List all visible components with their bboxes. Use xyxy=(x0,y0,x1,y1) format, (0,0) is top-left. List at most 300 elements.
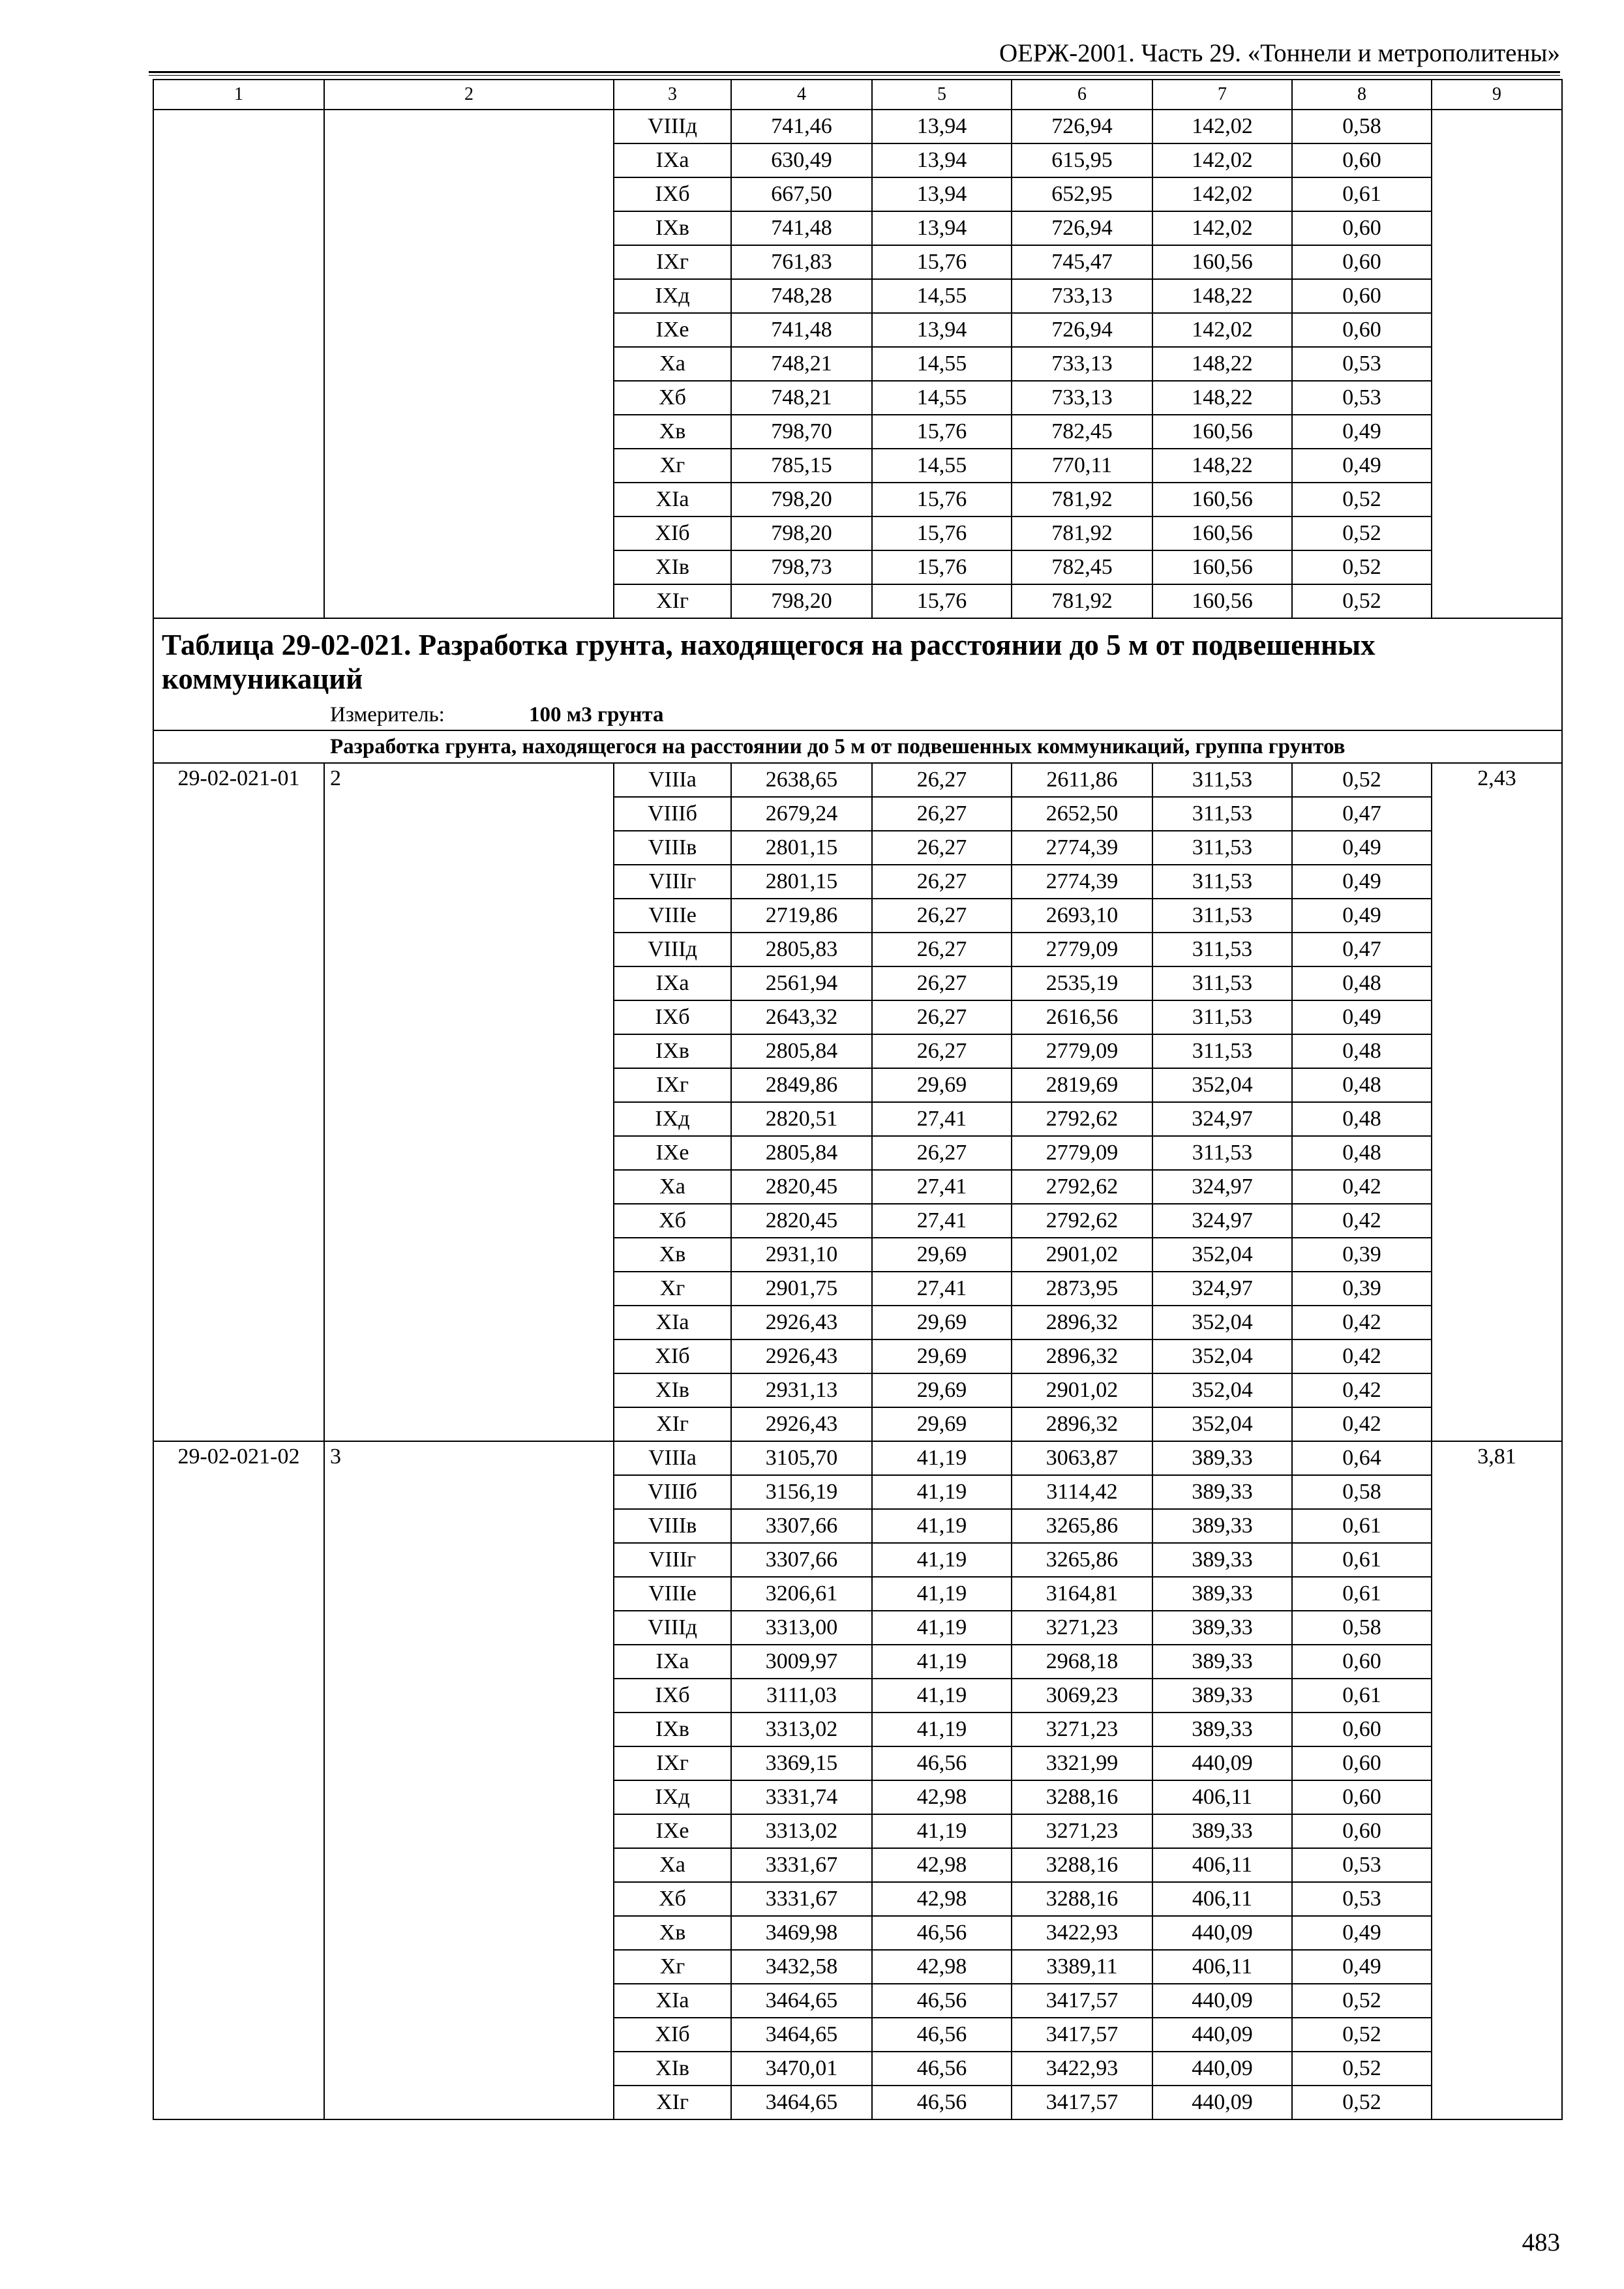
operator-wages-cell: 311,53 xyxy=(1152,1000,1292,1034)
operator-wages-cell: 160,56 xyxy=(1152,483,1292,516)
machine-costs-cell: 733,13 xyxy=(1012,347,1152,381)
column-number-row xyxy=(153,80,1562,110)
materials-cell: 0,52 xyxy=(1292,483,1432,516)
machine-costs-cell: 2779,09 xyxy=(1012,1034,1152,1068)
machine-costs-cell: 2896,32 xyxy=(1012,1306,1152,1339)
direct-costs-cell: 2638,65 xyxy=(731,763,872,797)
table-row xyxy=(153,1441,1562,1475)
direct-costs-cell: 3464,65 xyxy=(731,1984,872,2018)
machine-costs-cell: 733,13 xyxy=(1012,279,1152,313)
ground-class-cell: IXг xyxy=(614,1746,731,1780)
ground-class-cell: VIIIе xyxy=(614,1577,731,1611)
labor-wages-cell: 13,94 xyxy=(872,143,1012,177)
direct-costs-cell: 3009,97 xyxy=(731,1645,872,1679)
direct-costs-cell: 741,48 xyxy=(731,211,872,245)
ground-class-cell: Xг xyxy=(614,449,731,483)
ground-class-cell: Xв xyxy=(614,1916,731,1950)
machine-costs-cell: 2819,69 xyxy=(1012,1068,1152,1102)
ground-class-cell: Xб xyxy=(614,1882,731,1916)
ground-class-cell: IXд xyxy=(614,1780,731,1814)
materials-cell: 0,48 xyxy=(1292,966,1432,1000)
ground-class-cell: IXд xyxy=(614,279,731,313)
labor-wages-cell: 15,76 xyxy=(872,550,1012,584)
operator-wages-cell: 311,53 xyxy=(1152,966,1292,1000)
column-number-cell: 7 xyxy=(1152,80,1292,110)
materials-cell: 0,52 xyxy=(1292,550,1432,584)
operator-wages-cell: 389,33 xyxy=(1152,1611,1292,1645)
direct-costs-cell: 748,28 xyxy=(731,279,872,313)
operator-wages-cell: 311,53 xyxy=(1152,797,1292,831)
direct-costs-cell: 3313,00 xyxy=(731,1611,872,1645)
operator-wages-cell: 389,33 xyxy=(1152,1713,1292,1746)
materials-cell: 0,52 xyxy=(1292,584,1432,618)
labor-wages-cell: 41,19 xyxy=(872,1441,1012,1475)
operator-wages-cell: 389,33 xyxy=(1152,1814,1292,1848)
operator-wages-cell: 324,97 xyxy=(1152,1170,1292,1204)
materials-cell: 0,53 xyxy=(1292,1882,1432,1916)
machine-costs-cell: 782,45 xyxy=(1012,550,1152,584)
machine-costs-cell: 733,13 xyxy=(1012,381,1152,415)
machine-costs-cell: 3063,87 xyxy=(1012,1441,1152,1475)
labor-wages-cell: 26,27 xyxy=(872,831,1012,865)
labor-wages-cell: 41,19 xyxy=(872,1475,1012,1509)
labor-wages-cell: 29,69 xyxy=(872,1339,1012,1373)
materials-cell: 0,42 xyxy=(1292,1204,1432,1238)
ground-class-cell: Xг xyxy=(614,1272,731,1306)
ground-class-cell: VIIIд xyxy=(614,110,731,143)
operator-wages-cell: 389,33 xyxy=(1152,1441,1292,1475)
machine-costs-cell: 726,94 xyxy=(1012,211,1152,245)
operator-wages-cell: 440,09 xyxy=(1152,2086,1292,2119)
direct-costs-cell: 3313,02 xyxy=(731,1713,872,1746)
labor-wages-cell: 41,19 xyxy=(872,1611,1012,1645)
labor-wages-cell: 26,27 xyxy=(872,797,1012,831)
materials-cell: 0,60 xyxy=(1292,279,1432,313)
unit-label: Измеритель: xyxy=(330,702,445,726)
materials-cell: 0,49 xyxy=(1292,1916,1432,1950)
operator-wages-cell: 440,09 xyxy=(1152,2018,1292,2052)
machine-costs-cell: 3265,86 xyxy=(1012,1543,1152,1577)
direct-costs-cell: 2849,86 xyxy=(731,1068,872,1102)
ground-class-cell: Xа xyxy=(614,1170,731,1204)
labor-wages-cell: 29,69 xyxy=(872,1407,1012,1441)
column-number-cell: 5 xyxy=(872,80,1012,110)
labor-wages-cell: 26,27 xyxy=(872,933,1012,966)
machine-costs-cell: 2901,02 xyxy=(1012,1373,1152,1407)
direct-costs-cell: 2820,51 xyxy=(731,1102,872,1136)
machine-costs-cell: 2792,62 xyxy=(1012,1204,1152,1238)
operator-wages-cell: 142,02 xyxy=(1152,110,1292,143)
operator-wages-cell: 389,33 xyxy=(1152,1645,1292,1679)
operator-wages-cell: 160,56 xyxy=(1152,550,1292,584)
name-cell: 3 xyxy=(324,1441,614,2119)
operator-wages-cell: 440,09 xyxy=(1152,1916,1292,1950)
code-cell: 29-02-021-01 xyxy=(153,763,324,1441)
machine-costs-cell: 2774,39 xyxy=(1012,831,1152,865)
table-row xyxy=(153,763,1562,797)
direct-costs-cell: 3470,01 xyxy=(731,2052,872,2086)
materials-cell: 0,39 xyxy=(1292,1238,1432,1272)
materials-cell: 0,60 xyxy=(1292,313,1432,347)
direct-costs-cell: 3369,15 xyxy=(731,1746,872,1780)
operator-wages-cell: 406,11 xyxy=(1152,1780,1292,1814)
direct-costs-cell: 785,15 xyxy=(731,449,872,483)
ground-class-cell: Xб xyxy=(614,381,731,415)
operator-wages-cell: 352,04 xyxy=(1152,1068,1292,1102)
direct-costs-cell: 2805,84 xyxy=(731,1136,872,1170)
ground-class-cell: IXв xyxy=(614,211,731,245)
machine-costs-cell: 2901,02 xyxy=(1012,1238,1152,1272)
direct-costs-cell: 3111,03 xyxy=(731,1679,872,1713)
operator-wages-cell: 440,09 xyxy=(1152,2052,1292,2086)
machine-costs-cell: 2968,18 xyxy=(1012,1645,1152,1679)
direct-costs-cell: 2801,15 xyxy=(731,865,872,899)
labor-wages-cell: 15,76 xyxy=(872,415,1012,449)
ground-class-cell: Xв xyxy=(614,415,731,449)
machine-costs-cell: 2779,09 xyxy=(1012,933,1152,966)
materials-cell: 0,60 xyxy=(1292,1780,1432,1814)
machine-costs-cell: 2616,56 xyxy=(1012,1000,1152,1034)
materials-cell: 0,42 xyxy=(1292,1170,1432,1204)
ground-class-cell: IXб xyxy=(614,1000,731,1034)
machine-costs-cell: 3271,23 xyxy=(1012,1713,1152,1746)
materials-cell: 0,58 xyxy=(1292,110,1432,143)
direct-costs-cell: 2926,43 xyxy=(731,1407,872,1441)
ground-class-cell: IXа xyxy=(614,143,731,177)
direct-costs-cell: 741,46 xyxy=(731,110,872,143)
operator-wages-cell: 352,04 xyxy=(1152,1373,1292,1407)
operator-wages-cell: 311,53 xyxy=(1152,1136,1292,1170)
ground-class-cell: XIв xyxy=(614,1373,731,1407)
labor-wages-cell: 15,76 xyxy=(872,584,1012,618)
ground-class-cell: IXе xyxy=(614,1136,731,1170)
ground-class-cell: IXг xyxy=(614,1068,731,1102)
labor-wages-cell: 13,94 xyxy=(872,313,1012,347)
unit-row xyxy=(153,700,1562,730)
operator-wages-cell: 311,53 xyxy=(1152,933,1292,966)
operator-wages-cell: 160,56 xyxy=(1152,415,1292,449)
labor-wages-cell: 27,41 xyxy=(872,1170,1012,1204)
machine-costs-cell: 3114,42 xyxy=(1012,1475,1152,1509)
direct-costs-cell: 798,20 xyxy=(731,483,872,516)
materials-cell: 0,48 xyxy=(1292,1068,1432,1102)
direct-costs-cell: 2719,86 xyxy=(731,899,872,933)
ground-class-cell: Xа xyxy=(614,347,731,381)
machine-costs-cell: 3417,57 xyxy=(1012,1984,1152,2018)
ground-class-cell: Xг xyxy=(614,1950,731,1984)
materials-cell: 0,53 xyxy=(1292,347,1432,381)
labor-wages-cell: 41,19 xyxy=(872,1577,1012,1611)
ground-class-cell: VIIIб xyxy=(614,797,731,831)
operator-wages-cell: 324,97 xyxy=(1152,1272,1292,1306)
direct-costs-cell: 2801,15 xyxy=(731,831,872,865)
column-number-cell: 9 xyxy=(1432,80,1562,110)
labor-wages-cell: 26,27 xyxy=(872,763,1012,797)
operator-wages-cell: 142,02 xyxy=(1152,177,1292,211)
direct-costs-cell: 3464,65 xyxy=(731,2086,872,2119)
ground-class-cell: VIIIа xyxy=(614,763,731,797)
machine-costs-cell: 615,95 xyxy=(1012,143,1152,177)
direct-costs-cell: 2805,84 xyxy=(731,1034,872,1068)
col9-cell: 2,43 xyxy=(1432,763,1562,1441)
operator-wages-cell: 142,02 xyxy=(1152,313,1292,347)
operator-wages-cell: 148,22 xyxy=(1152,347,1292,381)
labor-wages-cell: 14,55 xyxy=(872,449,1012,483)
direct-costs-cell: 667,50 xyxy=(731,177,872,211)
labor-wages-cell: 41,19 xyxy=(872,1679,1012,1713)
operator-wages-cell: 142,02 xyxy=(1152,143,1292,177)
materials-cell: 0,60 xyxy=(1292,1645,1432,1679)
labor-wages-cell: 41,19 xyxy=(872,1814,1012,1848)
unit-value: 100 м3 грунта xyxy=(529,702,664,726)
ground-class-cell: VIIIв xyxy=(614,1509,731,1543)
machine-costs-cell: 3288,16 xyxy=(1012,1780,1152,1814)
labor-wages-cell: 46,56 xyxy=(872,1984,1012,2018)
labor-wages-cell: 46,56 xyxy=(872,1916,1012,1950)
operator-wages-cell: 148,22 xyxy=(1152,279,1292,313)
materials-cell: 0,61 xyxy=(1292,1543,1432,1577)
labor-wages-cell: 29,69 xyxy=(872,1238,1012,1272)
direct-costs-cell: 3313,02 xyxy=(731,1814,872,1848)
direct-costs-cell: 761,83 xyxy=(731,245,872,279)
labor-wages-cell: 14,55 xyxy=(872,347,1012,381)
ground-class-cell: XIа xyxy=(614,1984,731,2018)
direct-costs-cell: 798,73 xyxy=(731,550,872,584)
labor-wages-cell: 15,76 xyxy=(872,483,1012,516)
rates-table-body xyxy=(153,80,1562,2119)
direct-costs-cell: 2926,43 xyxy=(731,1339,872,1373)
labor-wages-cell: 42,98 xyxy=(872,1882,1012,1916)
materials-cell: 0,49 xyxy=(1292,1000,1432,1034)
col9-cell xyxy=(1432,110,1562,618)
direct-costs-cell: 2561,94 xyxy=(731,966,872,1000)
machine-costs-cell: 2779,09 xyxy=(1012,1136,1152,1170)
ground-class-cell: XIа xyxy=(614,1306,731,1339)
operator-wages-cell: 148,22 xyxy=(1152,381,1292,415)
machine-costs-cell: 2873,95 xyxy=(1012,1272,1152,1306)
materials-cell: 0,47 xyxy=(1292,797,1432,831)
direct-costs-cell: 748,21 xyxy=(731,381,872,415)
direct-costs-cell: 3307,66 xyxy=(731,1543,872,1577)
direct-costs-cell: 3307,66 xyxy=(731,1509,872,1543)
labor-wages-cell: 15,76 xyxy=(872,516,1012,550)
labor-wages-cell: 26,27 xyxy=(872,1136,1012,1170)
materials-cell: 0,52 xyxy=(1292,1984,1432,2018)
labor-wages-cell: 29,69 xyxy=(872,1373,1012,1407)
ground-class-cell: VIIIв xyxy=(614,831,731,865)
ground-class-cell: VIIIа xyxy=(614,1441,731,1475)
labor-wages-cell: 29,69 xyxy=(872,1068,1012,1102)
materials-cell: 0,53 xyxy=(1292,1848,1432,1882)
materials-cell: 0,53 xyxy=(1292,381,1432,415)
direct-costs-cell: 798,20 xyxy=(731,584,872,618)
direct-costs-cell: 2901,75 xyxy=(731,1272,872,1306)
direct-costs-cell: 2931,10 xyxy=(731,1238,872,1272)
name-cell xyxy=(324,110,614,618)
machine-costs-cell: 3271,23 xyxy=(1012,1814,1152,1848)
materials-cell: 0,49 xyxy=(1292,831,1432,865)
table-title-row xyxy=(153,618,1562,700)
direct-costs-cell: 3432,58 xyxy=(731,1950,872,1984)
machine-costs-cell: 2535,19 xyxy=(1012,966,1152,1000)
operator-wages-cell: 440,09 xyxy=(1152,1746,1292,1780)
operator-wages-cell: 352,04 xyxy=(1152,1306,1292,1339)
ground-class-cell: VIIIг xyxy=(614,1543,731,1577)
direct-costs-cell: 741,48 xyxy=(731,313,872,347)
ground-class-cell: IXд xyxy=(614,1102,731,1136)
direct-costs-cell: 3331,74 xyxy=(731,1780,872,1814)
direct-costs-cell: 2805,83 xyxy=(731,933,872,966)
machine-costs-cell: 745,47 xyxy=(1012,245,1152,279)
machine-costs-cell: 2792,62 xyxy=(1012,1170,1152,1204)
operator-wages-cell: 311,53 xyxy=(1152,865,1292,899)
header-rule xyxy=(149,71,1560,73)
materials-cell: 0,49 xyxy=(1292,865,1432,899)
materials-cell: 0,52 xyxy=(1292,2018,1432,2052)
labor-wages-cell: 29,69 xyxy=(872,1306,1012,1339)
ground-class-cell: XIв xyxy=(614,550,731,584)
machine-costs-cell: 770,11 xyxy=(1012,449,1152,483)
header-rule-thin xyxy=(149,75,1560,76)
ground-class-cell: IXв xyxy=(614,1034,731,1068)
materials-cell: 0,58 xyxy=(1292,1475,1432,1509)
operator-wages-cell: 324,97 xyxy=(1152,1204,1292,1238)
ground-class-cell: IXб xyxy=(614,1679,731,1713)
materials-cell: 0,52 xyxy=(1292,763,1432,797)
operator-wages-cell: 440,09 xyxy=(1152,1984,1292,2018)
ground-class-cell: VIIIе xyxy=(614,899,731,933)
code-cell xyxy=(153,110,324,618)
direct-costs-cell: 3331,67 xyxy=(731,1848,872,1882)
materials-cell: 0,48 xyxy=(1292,1136,1432,1170)
materials-cell: 0,48 xyxy=(1292,1034,1432,1068)
materials-cell: 0,52 xyxy=(1292,2052,1432,2086)
labor-wages-cell: 13,94 xyxy=(872,110,1012,143)
machine-costs-cell: 3164,81 xyxy=(1012,1577,1152,1611)
operator-wages-cell: 324,97 xyxy=(1152,1102,1292,1136)
group-title: Разработка грунта, находящегося на расстоянии до 5 м от подвешенных коммуникаций, группа грунтов xyxy=(153,730,1562,763)
labor-wages-cell: 27,41 xyxy=(872,1204,1012,1238)
machine-costs-cell: 2693,10 xyxy=(1012,899,1152,933)
table-row xyxy=(153,110,1562,143)
ground-class-cell: VIIIг xyxy=(614,865,731,899)
unit-cell xyxy=(153,700,1562,730)
machine-costs-cell: 2792,62 xyxy=(1012,1102,1152,1136)
direct-costs-cell: 3156,19 xyxy=(731,1475,872,1509)
materials-cell: 0,42 xyxy=(1292,1373,1432,1407)
operator-wages-cell: 160,56 xyxy=(1152,245,1292,279)
operator-wages-cell: 389,33 xyxy=(1152,1679,1292,1713)
direct-costs-cell: 2820,45 xyxy=(731,1204,872,1238)
operator-wages-cell: 352,04 xyxy=(1152,1238,1292,1272)
labor-wages-cell: 46,56 xyxy=(872,1746,1012,1780)
machine-costs-cell: 3389,11 xyxy=(1012,1950,1152,1984)
operator-wages-cell: 160,56 xyxy=(1152,516,1292,550)
labor-wages-cell: 15,76 xyxy=(872,245,1012,279)
direct-costs-cell: 3105,70 xyxy=(731,1441,872,1475)
machine-costs-cell: 3069,23 xyxy=(1012,1679,1152,1713)
direct-costs-cell: 3331,67 xyxy=(731,1882,872,1916)
ground-class-cell: IXг xyxy=(614,245,731,279)
materials-cell: 0,47 xyxy=(1292,933,1432,966)
labor-wages-cell: 41,19 xyxy=(872,1713,1012,1746)
materials-cell: 0,60 xyxy=(1292,1814,1432,1848)
labor-wages-cell: 42,98 xyxy=(872,1848,1012,1882)
direct-costs-cell: 2679,24 xyxy=(731,797,872,831)
labor-wages-cell: 26,27 xyxy=(872,1034,1012,1068)
ground-class-cell: Xа xyxy=(614,1848,731,1882)
labor-wages-cell: 46,56 xyxy=(872,2018,1012,2052)
machine-costs-cell: 781,92 xyxy=(1012,516,1152,550)
labor-wages-cell: 26,27 xyxy=(872,1000,1012,1034)
machine-costs-cell: 726,94 xyxy=(1012,110,1152,143)
direct-costs-cell: 630,49 xyxy=(731,143,872,177)
ground-class-cell: Xб xyxy=(614,1204,731,1238)
labor-wages-cell: 42,98 xyxy=(872,1950,1012,1984)
labor-wages-cell: 41,19 xyxy=(872,1509,1012,1543)
materials-cell: 0,52 xyxy=(1292,516,1432,550)
direct-costs-cell: 3206,61 xyxy=(731,1577,872,1611)
materials-cell: 0,60 xyxy=(1292,1713,1432,1746)
materials-cell: 0,60 xyxy=(1292,211,1432,245)
machine-costs-cell: 782,45 xyxy=(1012,415,1152,449)
ground-class-cell: XIг xyxy=(614,1407,731,1441)
operator-wages-cell: 148,22 xyxy=(1152,449,1292,483)
labor-wages-cell: 46,56 xyxy=(872,2086,1012,2119)
machine-costs-cell: 3417,57 xyxy=(1012,2018,1152,2052)
page-number: 483 xyxy=(1522,2228,1560,2256)
labor-wages-cell: 14,55 xyxy=(872,381,1012,415)
materials-cell: 0,49 xyxy=(1292,899,1432,933)
operator-wages-cell: 160,56 xyxy=(1152,584,1292,618)
labor-wages-cell: 41,19 xyxy=(872,1645,1012,1679)
column-number-cell: 2 xyxy=(324,80,614,110)
machine-costs-cell: 3417,57 xyxy=(1012,2086,1152,2119)
materials-cell: 0,60 xyxy=(1292,245,1432,279)
ground-class-cell: IXв xyxy=(614,1713,731,1746)
direct-costs-cell: 798,70 xyxy=(731,415,872,449)
direct-costs-cell: 2931,13 xyxy=(731,1373,872,1407)
materials-cell: 0,52 xyxy=(1292,2086,1432,2119)
operator-wages-cell: 406,11 xyxy=(1152,1882,1292,1916)
labor-wages-cell: 42,98 xyxy=(872,1780,1012,1814)
col9-cell: 3,81 xyxy=(1432,1441,1562,2119)
column-number-cell: 6 xyxy=(1012,80,1152,110)
machine-costs-cell: 3321,99 xyxy=(1012,1746,1152,1780)
ground-class-cell: XIв xyxy=(614,2052,731,2086)
materials-cell: 0,61 xyxy=(1292,177,1432,211)
ground-class-cell: XIб xyxy=(614,516,731,550)
machine-costs-cell: 3288,16 xyxy=(1012,1848,1152,1882)
machine-costs-cell: 2652,50 xyxy=(1012,797,1152,831)
table-title: Таблица 29-02-021. Разработка грунта, находящегося на расстоянии до 5 м от подвешенных коммуникаций xyxy=(153,618,1562,700)
machine-costs-cell: 2611,86 xyxy=(1012,763,1152,797)
labor-wages-cell: 46,56 xyxy=(872,2052,1012,2086)
operator-wages-cell: 311,53 xyxy=(1152,763,1292,797)
labor-wages-cell: 13,94 xyxy=(872,177,1012,211)
code-cell: 29-02-021-02 xyxy=(153,1441,324,2119)
rates-table xyxy=(153,79,1563,2120)
labor-wages-cell: 41,19 xyxy=(872,1543,1012,1577)
labor-wages-cell: 14,55 xyxy=(872,279,1012,313)
machine-costs-cell: 3271,23 xyxy=(1012,1611,1152,1645)
ground-class-cell: IXа xyxy=(614,966,731,1000)
machine-costs-cell: 781,92 xyxy=(1012,584,1152,618)
labor-wages-cell: 26,27 xyxy=(872,899,1012,933)
operator-wages-cell: 352,04 xyxy=(1152,1339,1292,1373)
materials-cell: 0,60 xyxy=(1292,1746,1432,1780)
materials-cell: 0,60 xyxy=(1292,143,1432,177)
